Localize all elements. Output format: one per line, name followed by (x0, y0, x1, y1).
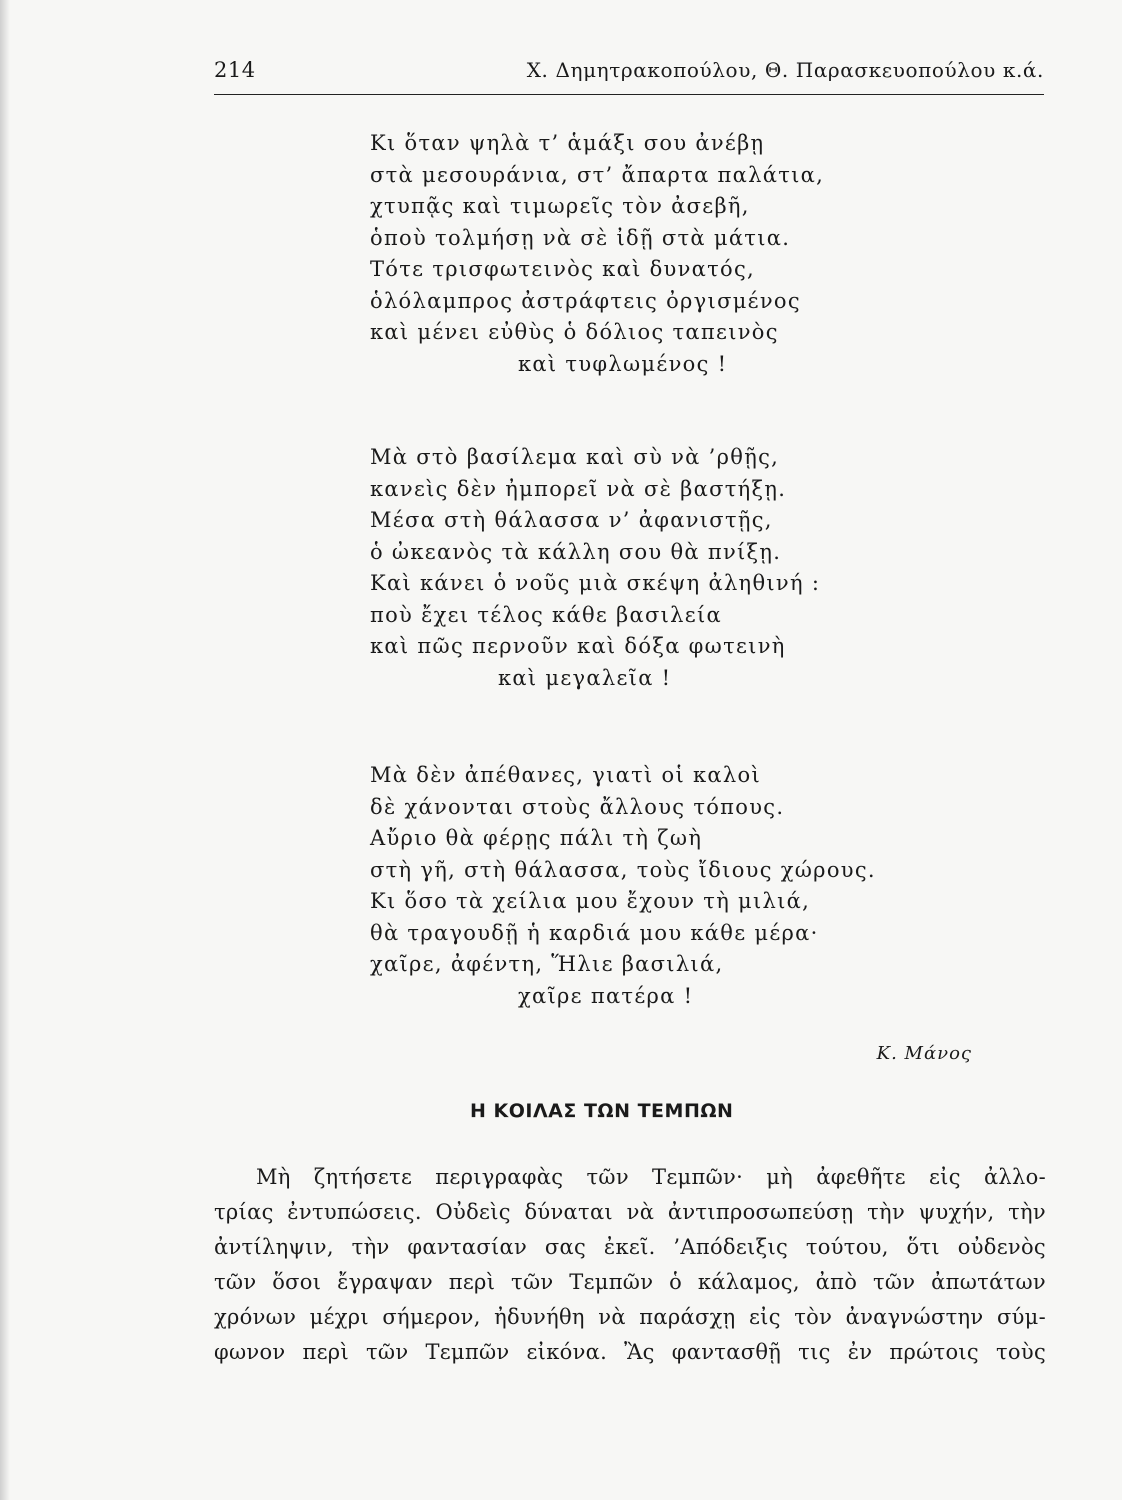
poem-refrain-line: χαῖρε πατέρα ! (518, 983, 694, 1008)
running-head: Χ. Δημητρακοπούλου, Θ. Παρασκευοπούλου κ.ά. (526, 58, 1044, 82)
poem-line: ποὺ ἔχει τέλος κάθε βασιλεία (370, 602, 722, 627)
poem-line: χτυπᾷς καὶ τιμωρεῖς τὸν ἀσεβῆ, (370, 194, 750, 218)
poem-line: χαῖρε, ἀφέντη, Ἥλιε βασιλιά, (370, 952, 724, 976)
header-rule (214, 94, 1044, 95)
section-title: Η ΚΟΙΛΑΣ ΤΩΝ ΤΕΜΠΩΝ (470, 1100, 734, 1122)
poem-line: καὶ πῶς περνοῦν καὶ δόξα φωτεινὴ (370, 634, 786, 658)
poem-refrain-line: καὶ τυφλωμένος ! (518, 351, 728, 376)
prose-line: ἀντίληψιν, τὴν φαντασίαν σας ἐκεῖ. ’Απόδειξις τούτου, ὅτι οὐδενὸς (214, 1235, 1046, 1259)
prose-line: τῶν ὅσοι ἔγραψαν περὶ τῶν Τεμπῶν ὁ κάλαμος, ἀπὸ τῶν ἀπωτάτων (214, 1270, 1046, 1294)
poem-line: θὰ τραγουδῇ ἡ καρδιά μου κάθε μέρα· (370, 920, 819, 945)
poem-line: Καὶ κάνει ὁ νοῦς μιὰ σκέψη ἀληθινή : (370, 571, 821, 595)
page-header (214, 58, 1044, 94)
prose-line: χρόνων μέχρι σήμερον, ἠδυνήθη νὰ παράσχῃ εἰς τὸν ἀναγνώστην σύμ- (214, 1305, 1046, 1329)
binding-edge (0, 0, 10, 1500)
poem-line: Κι ὅταν ψηλὰ τ’ ἁμάξι σου ἀνέβῃ (370, 131, 765, 155)
poem-line: στὰ μεσουράνια, στ’ ἄπαρτα παλάτια, (370, 162, 825, 187)
poem-line: κανεὶς δὲν ἠμπορεῖ νὰ σὲ βαστήξῃ. (370, 476, 787, 501)
poem-stanza-3 (370, 760, 876, 1012)
prose-paragraph (214, 1160, 1046, 1370)
poem-line: δὲ χάνονται στοὺς ἄλλους τόπους. (370, 794, 785, 819)
poem-line: στὴ γῆ, στὴ θάλασσα, τοὺς ἴδιους χώρους. (370, 857, 876, 882)
poem-refrain-line: καὶ μεγαλεῖα ! (498, 665, 672, 690)
poem-line: Κι ὅσο τὰ χείλια μου ἔχουν τὴ μιλιά, (370, 889, 811, 913)
poem-line: καὶ μένει εὐθὺς ὁ δόλιος ταπεινὸς (370, 320, 779, 344)
poem-line: ὁποὺ τολμήσῃ νὰ σὲ ἰδῇ στὰ μάτια. (370, 225, 791, 250)
poem-line: Αὔριο θὰ φέρῃς πάλι τὴ ζωὴ (370, 826, 703, 850)
poem-line: Μὰ στὸ βασίλεμα καὶ σὺ νὰ ’ρθῇς, (370, 445, 780, 469)
prose-line: τρίας ἐντυπώσεις. Οὐδεὶς δύναται νὰ ἀντιπροσωπεύσῃ τὴν ψυχήν, τὴν (214, 1200, 1046, 1224)
prose-line: Μὴ ζητήσετε περιγραφὰς τῶν Τεμπῶν· μὴ ἀφεθῆτε εἰς ἀλλο- (256, 1165, 1046, 1189)
poem-line: Μὰ δὲν ἀπέθανες, γιατὶ οἱ καλοὶ (370, 763, 761, 787)
poem-line: Μέσα στὴ θάλασσα ν’ ἀφανιστῇς, (370, 508, 773, 532)
poem-line: ὁ ὠκεανὸς τὰ κάλλη σου θὰ πνίξῃ. (370, 539, 782, 564)
page-number: 214 (214, 58, 256, 82)
poem-line: Τότε τρισφωτεινὸς καὶ δυνατός, (370, 257, 756, 281)
prose-line: φωνον περὶ τῶν Τεμπῶν εἰκόνα. Ἂς φαντασθῇ τις ἐν πρώτοις τοὺς (214, 1340, 1046, 1364)
poem-line: ὁλόλαμπρος ἀστράφτεις ὀργισμένος (370, 288, 801, 313)
poem-stanza-1 (370, 128, 840, 380)
poem-signature: Κ. Μάνος (876, 1043, 972, 1064)
poem-stanza-2 (370, 442, 840, 694)
